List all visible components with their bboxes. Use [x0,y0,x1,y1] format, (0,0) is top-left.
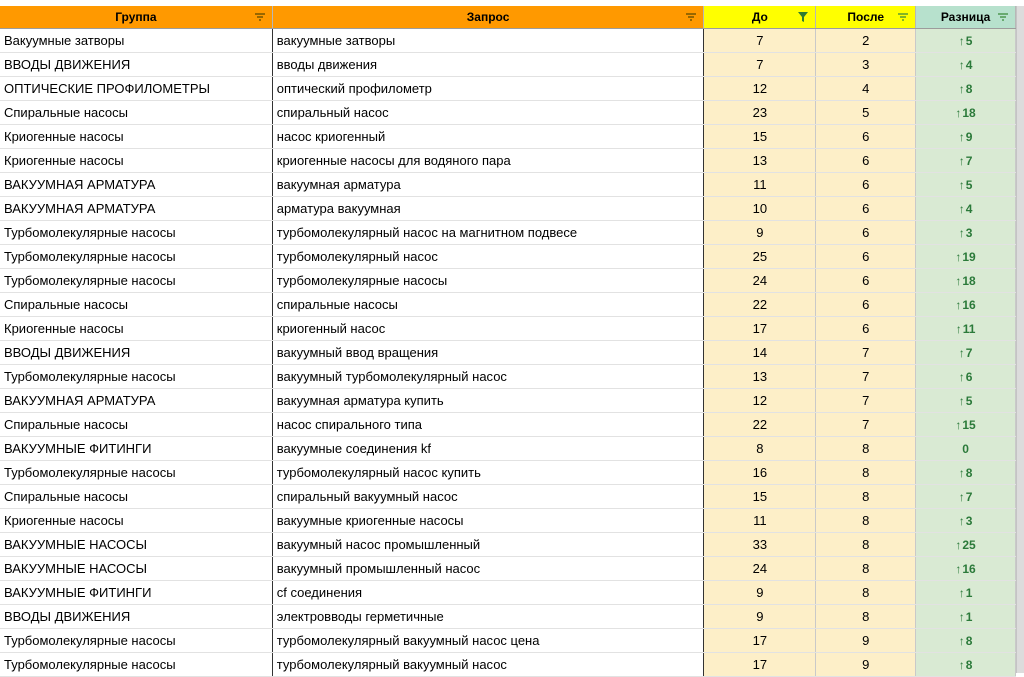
cell-query[interactable]: турбомолекулярный вакуумный насос [272,653,704,677]
header-row [0,6,1016,29]
cell-group[interactable]: ВАКУУМНАЯ АРМАТУРА [0,173,272,197]
table-row [0,245,1016,269]
cell-before[interactable]: 12 [704,389,816,413]
cell-group[interactable]: Турбомолекулярные насосы [0,269,272,293]
cell-after[interactable]: 8 [816,485,916,509]
cell-after[interactable]: 8 [816,461,916,485]
arrow-up-icon: ↑ [958,57,965,72]
diff-value: 1 [965,585,973,600]
arrow-up-icon: ↑ [958,513,965,528]
cell-diff[interactable] [916,605,1016,629]
diff-value: 7 [965,345,973,360]
cell-after[interactable]: 5 [816,101,916,125]
cell-before[interactable]: 23 [704,101,816,125]
cell-diff[interactable] [916,101,1016,125]
cell-before[interactable]: 15 [704,485,816,509]
arrow-up-icon: ↑ [958,153,965,168]
table-body [0,29,1016,677]
cell-before[interactable]: 7 [704,29,816,53]
cell-group[interactable]: ОПТИЧЕСКИЕ ПРОФИЛОМЕТРЫ [0,77,272,101]
diff-value: 8 [965,81,973,96]
cell-after[interactable]: 6 [816,125,916,149]
cell-group[interactable]: Турбомолекулярные насосы [0,629,272,653]
cell-before[interactable]: 16 [704,461,816,485]
cell-after[interactable]: 7 [816,389,916,413]
diff-value: 6 [965,369,973,384]
cell-before[interactable]: 9 [704,221,816,245]
cell-query[interactable]: оптический профилометр [272,77,704,101]
table-row [0,29,1016,53]
table-row [0,533,1016,557]
table-row [0,293,1016,317]
arrow-up-icon: ↑ [955,561,962,576]
column-header-label: Запрос [466,10,510,24]
diff-value: 8 [965,657,973,672]
cell-group[interactable]: Криогенные насосы [0,317,272,341]
cell-diff[interactable] [916,581,1016,605]
cell-before[interactable]: 22 [704,293,816,317]
cell-group[interactable]: Криогенные насосы [0,509,272,533]
column-header-before[interactable] [704,6,816,29]
cell-group[interactable]: ВАКУУМНЫЕ НАСОСЫ [0,533,272,557]
diff-value: 5 [965,33,973,48]
table-row [0,413,1016,437]
column-header-label: Группа [115,10,157,24]
cell-before[interactable]: 11 [704,173,816,197]
cell-after[interactable]: 4 [816,77,916,101]
diff-value: 0 [962,441,969,456]
cell-before[interactable]: 33 [704,533,816,557]
table-row [0,317,1016,341]
cell-query[interactable]: насос спирального типа [272,413,704,437]
diff-value: 18 [962,105,976,120]
cell-after[interactable]: 8 [816,605,916,629]
cell-after[interactable]: 6 [816,245,916,269]
cell-query[interactable]: спиральный насос [272,101,704,125]
diff-value: 5 [965,177,973,192]
filter-icon[interactable] [897,11,909,23]
scrollbar[interactable] [1016,6,1024,673]
cell-after[interactable]: 6 [816,317,916,341]
cell-before[interactable]: 7 [704,53,816,77]
cell-diff[interactable] [916,149,1016,173]
cell-after[interactable]: 8 [816,533,916,557]
cell-query[interactable]: турбомолекулярный насос купить [272,461,704,485]
arrow-up-icon: ↑ [955,297,962,312]
diff-value: 3 [965,513,973,528]
cell-after[interactable]: 6 [816,197,916,221]
cell-before[interactable]: 15 [704,125,816,149]
cell-query[interactable]: арматура вакуумная [272,197,704,221]
cell-after[interactable]: 7 [816,365,916,389]
column-header-label: До [751,10,768,24]
arrow-up-icon: ↑ [958,225,965,240]
cell-group[interactable]: ВВОДЫ ДВИЖЕНИЯ [0,341,272,365]
cell-diff[interactable] [916,245,1016,269]
cell-diff[interactable] [916,509,1016,533]
diff-value: 11 [962,321,976,336]
arrow-up-icon: ↑ [955,321,962,336]
diff-value: 16 [962,561,976,576]
cell-before[interactable]: 17 [704,653,816,677]
table-row [0,365,1016,389]
cell-group[interactable]: Турбомолекулярные насосы [0,365,272,389]
cell-before[interactable]: 24 [704,269,816,293]
cell-group[interactable]: ВАКУУМНЫЕ ФИТИНГИ [0,581,272,605]
arrow-up-icon: ↑ [958,465,965,480]
cell-diff[interactable] [916,221,1016,245]
cell-diff[interactable] [916,461,1016,485]
filter-active-icon[interactable] [797,11,809,23]
cell-after[interactable]: 6 [816,221,916,245]
cell-query[interactable]: насос криогенный [272,125,704,149]
keyword-table [0,6,1016,677]
diff-value: 1 [965,609,973,624]
column-header-diff[interactable] [916,6,1016,29]
table-row [0,77,1016,101]
cell-after[interactable]: 6 [816,269,916,293]
cell-diff[interactable] [916,437,1016,461]
column-header-group[interactable] [0,6,272,29]
arrow-up-icon: ↑ [955,105,962,120]
arrow-up-icon: ↑ [958,489,965,504]
spreadsheet [0,6,1016,677]
cell-query[interactable]: вакуумные соединения kf [272,437,704,461]
diff-value: 8 [965,465,973,480]
cell-query[interactable]: вакуумный турбомолекулярный насос [272,365,704,389]
cell-diff[interactable] [916,197,1016,221]
arrow-up-icon: ↑ [955,537,962,552]
cell-after[interactable]: 9 [816,653,916,677]
cell-group[interactable]: Турбомолекулярные насосы [0,653,272,677]
cell-group[interactable]: Турбомолекулярные насосы [0,461,272,485]
cell-diff[interactable] [916,557,1016,581]
cell-before[interactable]: 12 [704,77,816,101]
cell-group[interactable]: Криогенные насосы [0,125,272,149]
cell-after[interactable]: 6 [816,293,916,317]
table-row [0,629,1016,653]
table-row [0,125,1016,149]
cell-after[interactable]: 7 [816,413,916,437]
cell-after[interactable]: 7 [816,341,916,365]
cell-before[interactable]: 9 [704,581,816,605]
table-row [0,197,1016,221]
cell-diff[interactable] [916,365,1016,389]
arrow-up-icon: ↑ [958,345,965,360]
cell-group[interactable]: Турбомолекулярные насосы [0,221,272,245]
cell-group[interactable]: Вакуумные затворы [0,29,272,53]
cell-after[interactable]: 6 [816,149,916,173]
table-row [0,221,1016,245]
cell-diff[interactable] [916,629,1016,653]
cell-before[interactable]: 25 [704,245,816,269]
cell-diff[interactable] [916,389,1016,413]
table-row [0,149,1016,173]
table-row [0,53,1016,77]
table-row [0,581,1016,605]
cell-group[interactable]: ВАКУУМНЫЕ ФИТИНГИ [0,437,272,461]
cell-query[interactable]: вакуумные криогенные насосы [272,509,704,533]
cell-query[interactable]: вакуумный насос промышленный [272,533,704,557]
cell-diff[interactable] [916,29,1016,53]
diff-value: 8 [965,633,973,648]
cell-query[interactable]: вакуумная арматура купить [272,389,704,413]
diff-value: 5 [965,393,973,408]
diff-value: 19 [962,249,976,264]
arrow-up-icon: ↑ [958,177,965,192]
arrow-up-icon: ↑ [958,369,965,384]
cell-after[interactable]: 2 [816,29,916,53]
cell-diff[interactable] [916,293,1016,317]
cell-diff[interactable] [916,341,1016,365]
cell-diff[interactable] [916,485,1016,509]
cell-group[interactable]: Спиральные насосы [0,101,272,125]
arrow-up-icon: ↑ [955,417,962,432]
diff-value: 7 [965,489,973,504]
cell-group[interactable]: ВАКУУМНАЯ АРМАТУРА [0,197,272,221]
diff-value: 3 [965,225,973,240]
table-row [0,173,1016,197]
cell-group[interactable]: ВАКУУМНАЯ АРМАТУРА [0,389,272,413]
arrow-up-icon: ↑ [955,273,962,288]
cell-before[interactable]: 17 [704,317,816,341]
diff-value: 4 [965,201,973,216]
cell-query[interactable]: вакуумные затворы [272,29,704,53]
table-row [0,605,1016,629]
arrow-up-icon: ↑ [958,585,965,600]
cell-group[interactable]: ВВОДЫ ДВИЖЕНИЯ [0,605,272,629]
cell-before[interactable]: 8 [704,437,816,461]
cell-before[interactable]: 13 [704,365,816,389]
table-row [0,437,1016,461]
arrow-up-icon: ↑ [958,81,965,96]
diff-value: 4 [965,57,973,72]
column-header-query[interactable] [272,6,704,29]
cell-diff[interactable] [916,53,1016,77]
cell-group[interactable]: ВВОДЫ ДВИЖЕНИЯ [0,53,272,77]
cell-after[interactable]: 8 [816,581,916,605]
cell-query[interactable]: вакуумная арматура [272,173,704,197]
diff-value: 7 [965,153,973,168]
diff-value: 15 [962,417,976,432]
cell-before[interactable]: 17 [704,629,816,653]
arrow-up-icon: ↑ [958,609,965,624]
cell-before[interactable]: 10 [704,197,816,221]
cell-query[interactable]: спиральный вакуумный насос [272,485,704,509]
cell-query[interactable]: электровводы герметичные [272,605,704,629]
cell-group[interactable]: Криогенные насосы [0,149,272,173]
diff-value: 25 [962,537,976,552]
table-row [0,389,1016,413]
cell-query[interactable]: турбомолекулярный вакуумный насос цена [272,629,704,653]
arrow-up-icon: ↑ [958,633,965,648]
cell-diff[interactable] [916,317,1016,341]
arrow-up-icon: ↑ [958,129,965,144]
table-row [0,557,1016,581]
cell-query[interactable]: турбомолекулярный насос на магнитном подвесе [272,221,704,245]
cell-query[interactable]: криогенные насосы для водяного пара [272,149,704,173]
cell-diff[interactable] [916,125,1016,149]
arrow-up-icon: ↑ [958,657,965,672]
cell-query[interactable]: криогенный насос [272,317,704,341]
filter-icon[interactable] [997,11,1009,23]
table-row [0,341,1016,365]
arrow-up-icon: ↑ [958,201,965,216]
arrow-up-icon: ↑ [958,393,965,408]
cell-before[interactable]: 24 [704,557,816,581]
cell-group[interactable]: Спиральные насосы [0,485,272,509]
cell-after[interactable]: 6 [816,173,916,197]
cell-after[interactable]: 9 [816,629,916,653]
filter-icon[interactable] [254,11,266,23]
cell-after[interactable]: 3 [816,53,916,77]
cell-query[interactable]: вакуумный ввод вращения [272,341,704,365]
table-row [0,101,1016,125]
cell-before[interactable]: 22 [704,413,816,437]
diff-value: 16 [962,297,976,312]
cell-after[interactable]: 8 [816,557,916,581]
cell-diff[interactable] [916,77,1016,101]
table-row [0,461,1016,485]
diff-value: 18 [962,273,976,288]
cell-group[interactable]: Турбомолекулярные насосы [0,245,272,269]
cell-query[interactable]: вакуумный промышленный насос [272,557,704,581]
cell-diff[interactable] [916,173,1016,197]
cell-after[interactable]: 8 [816,437,916,461]
diff-value: 9 [965,129,973,144]
cell-group[interactable]: ВАКУУМНЫЕ НАСОСЫ [0,557,272,581]
cell-group[interactable]: Спиральные насосы [0,293,272,317]
cell-query[interactable]: вводы движения [272,53,704,77]
table-row [0,485,1016,509]
cell-query[interactable]: cf соединения [272,581,704,605]
arrow-up-icon: ↑ [958,33,965,48]
cell-before[interactable]: 11 [704,509,816,533]
cell-query[interactable]: спиральные насосы [272,293,704,317]
cell-diff[interactable] [916,269,1016,293]
table-row [0,269,1016,293]
filter-icon[interactable] [685,11,697,23]
arrow-up-icon: ↑ [955,249,962,264]
table-row [0,509,1016,533]
cell-after[interactable]: 8 [816,509,916,533]
column-header-label: После [847,10,885,24]
cell-query[interactable]: турбомолекулярные насосы [272,269,704,293]
cell-diff[interactable] [916,533,1016,557]
column-header-label: Разница [940,10,991,24]
cell-group[interactable]: Спиральные насосы [0,413,272,437]
cell-before[interactable]: 13 [704,149,816,173]
cell-diff[interactable] [916,413,1016,437]
cell-before[interactable]: 9 [704,605,816,629]
cell-query[interactable]: турбомолекулярный насос [272,245,704,269]
cell-before[interactable]: 14 [704,341,816,365]
column-header-after[interactable] [816,6,916,29]
